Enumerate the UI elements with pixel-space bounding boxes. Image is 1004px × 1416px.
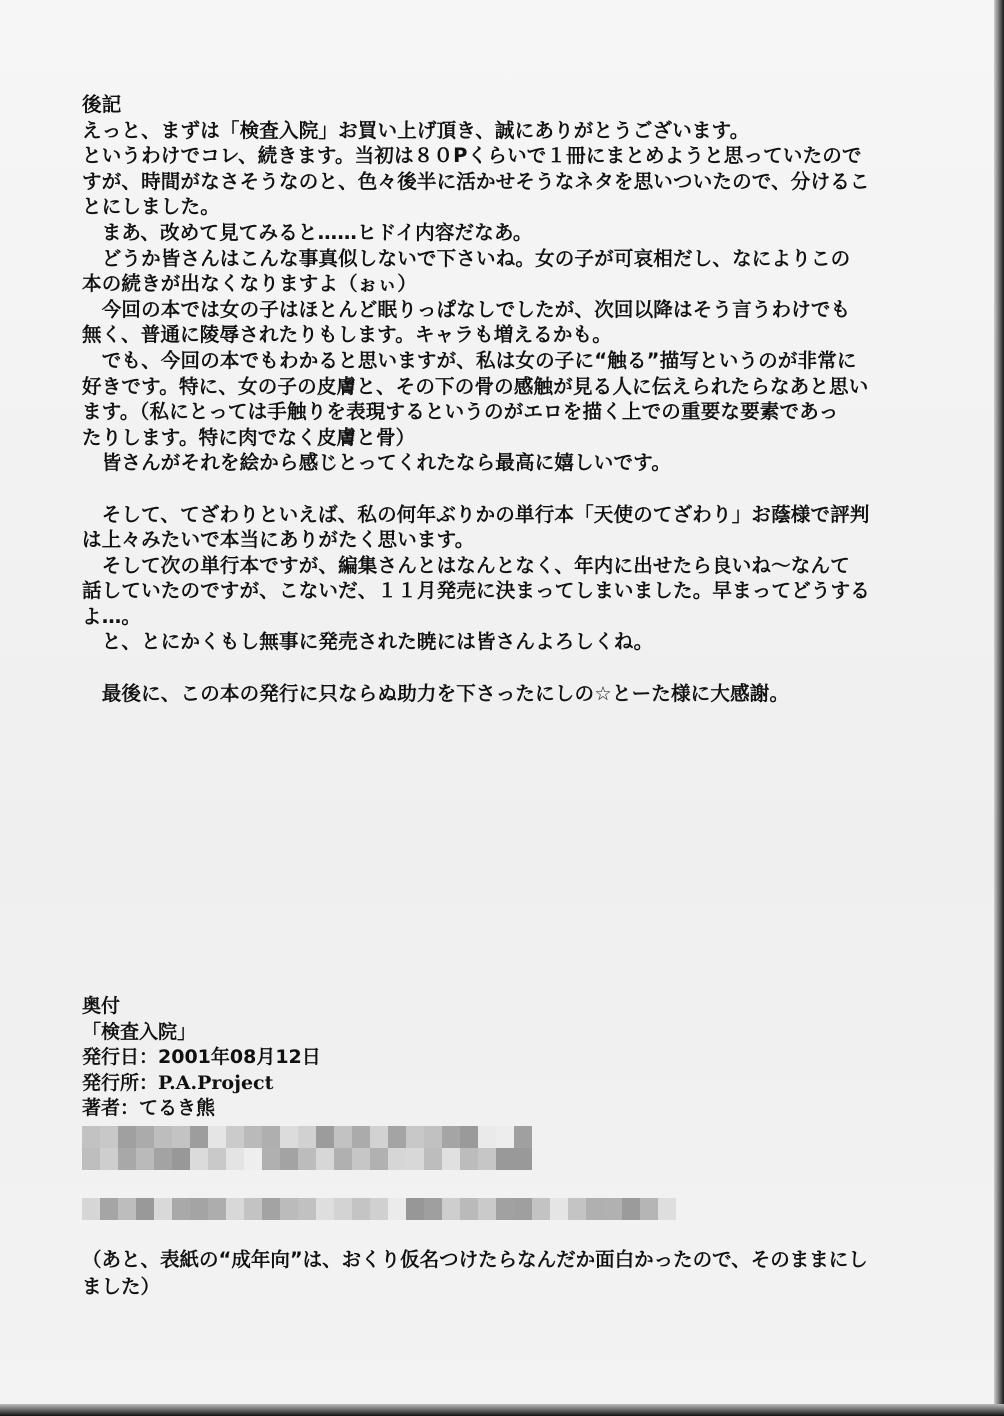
scan-edge-right [994,0,1004,1416]
mosaic-cell [496,1126,514,1148]
mosaic-cell [586,1198,604,1220]
colophon-section [82,994,922,1122]
paragraph-gap [82,655,922,681]
mosaic-cell [100,1198,118,1220]
mosaic-cell [298,1198,316,1220]
afterword-line: 話していたのですが、こないだ、１１月発売に決まってしまいました。早まってどうする [82,579,871,603]
mosaic-cell [550,1198,568,1220]
publisher-name: P.A.Project [158,1071,274,1094]
afterword-line: そして次の単行本ですが、編集さんとはなんとなく、年内に出せたら良いね～なんて [82,553,850,577]
publisher-line [82,1071,922,1097]
afterword-line: すが、時間がなさそうなのと、色々後半に活かせそうなネタを思いついたので、分けるこ [82,169,870,193]
afterword-line: 今回の本では女の子はほとんど眠りっぱなしでしたが、次回以降はそう言うわけでも [82,297,851,321]
afterword-line: 最後に、この本の発行に只ならぬ助力を下さったにしの☆とーた様に大感謝。 [82,681,790,705]
mosaic-cell [190,1148,208,1170]
mosaic-cell [460,1126,478,1148]
afterword-line: は上々みたいで本当にありがたく思います。 [82,528,475,552]
mosaic-cell [388,1126,406,1148]
mosaic-cell [172,1148,190,1170]
mosaic-cell [262,1148,280,1170]
mosaic-cell [316,1198,334,1220]
mosaic-cell [370,1126,388,1148]
mosaic-cell [190,1198,208,1220]
afterword-line: そして、てざわりといえば、私の何年ぶりかの単行本「天使のてざわり」お蔭様で評判 [82,502,870,526]
mosaic-cell [280,1198,298,1220]
mosaic-cell [370,1198,388,1220]
afterword-heading: 後記 [82,93,122,116]
mosaic-cell [316,1126,334,1148]
closing-note-line: ました） [82,1275,161,1298]
afterword-line: 皆さんがそれを絵から感じとってくれたなら最高に嬉しいです。 [82,451,672,475]
afterword-line: ます。（私にとっては手触りを表現するというのがエロを描く上での重要な要素であっ [82,400,839,424]
mosaic-cell [154,1148,172,1170]
mosaic-cell [514,1148,532,1170]
mosaic-cell [388,1148,406,1170]
afterword-line: まあ、改めて見てみると……ヒドイ内容だなあ。 [82,220,533,244]
mosaic-cell [334,1148,352,1170]
mosaic-cell [514,1126,532,1148]
redacted-contact-mosaic [82,1126,532,1148]
mosaic-cell [370,1148,388,1170]
mosaic-cell [658,1198,676,1220]
mosaic-cell [118,1148,136,1170]
mosaic-cell [190,1126,208,1148]
mosaic-cell [136,1198,154,1220]
mosaic-cell [118,1198,136,1220]
afterword-line: よ…。 [82,604,142,628]
mosaic-cell [172,1126,190,1148]
mosaic-cell [352,1126,370,1148]
mosaic-cell [262,1198,280,1220]
mosaic-cell [496,1198,514,1220]
mosaic-cell [640,1198,658,1220]
scan-edge-bottom [0,1404,1004,1416]
mosaic-cell [334,1198,352,1220]
publisher-label: 発行所： [82,1071,159,1094]
afterword-line: たりします。特に肉でなく皮膚と骨） [82,425,416,449]
mosaic-cell [406,1198,424,1220]
afterword-section [82,92,922,706]
mosaic-cell [568,1198,586,1220]
mosaic-cell [352,1148,370,1170]
mosaic-cell [244,1198,262,1220]
mosaic-cell [280,1148,298,1170]
afterword-line: というわけでコレ、続きます。当初は８０Pくらいで１冊にまとめようと思っていたので [82,144,862,168]
mosaic-cell [460,1148,478,1170]
mosaic-cell [208,1126,226,1148]
afterword-line: どうか皆さんはこんな事真似しないで下さいね。女の子が可哀相だし、なによりこの [82,246,851,270]
mosaic-cell [226,1198,244,1220]
mosaic-cell [460,1198,478,1220]
afterword-line: 本の続きが出なくなりますよ（ぉぃ） [82,272,417,296]
mosaic-cell [262,1126,280,1148]
mosaic-cell [442,1198,460,1220]
mosaic-cell [136,1126,154,1148]
mosaic-cell [424,1126,442,1148]
mosaic-cell [154,1198,172,1220]
mosaic-cell [118,1126,136,1148]
mosaic-cell [244,1126,262,1148]
mosaic-cell [406,1126,424,1148]
mosaic-cell [406,1148,424,1170]
closing-note-line: （あと、表紙の“成年向”は、おくり仮名つけたらなんだか面白かったので、そのままにし [82,1248,868,1271]
mosaic-cell [244,1148,262,1170]
mosaic-cell [334,1126,352,1148]
mosaic-cell [298,1148,316,1170]
afterword-line: 好きです。特に、女の子の皮膚と、その下の骨の感触が見る人に伝えられたらなあと思い [82,374,869,398]
afterword-line: とにしました。 [82,195,220,219]
afterword-line: 無く、普通に陵辱されたりもします。キャラも増えるかも。 [82,323,612,347]
mosaic-cell [478,1126,496,1148]
mosaic-cell [622,1198,640,1220]
mosaic-cell [82,1148,100,1170]
afterword-line: でも、今回の本でもわかると思いますが、私は女の子に“触る”描写というのが非常に [82,348,857,372]
author-line: 著者：てるき熊 [82,1097,216,1120]
mosaic-cell [208,1198,226,1220]
mosaic-cell [532,1198,550,1220]
afterword-line: と、とにかくもし無事に発売された暁には皆さんよろしくね。 [82,630,654,654]
closing-note [82,1246,942,1300]
mosaic-cell [172,1198,190,1220]
mosaic-cell [298,1126,316,1148]
mosaic-cell [442,1148,460,1170]
mosaic-cell [388,1198,406,1220]
redacted-contact-mosaic [82,1148,532,1170]
colophon-heading: 奥付 [82,995,121,1017]
mosaic-cell [100,1126,118,1148]
mosaic-cell [442,1126,460,1148]
mosaic-cell [316,1148,334,1170]
mosaic-cell [478,1148,496,1170]
mosaic-cell [604,1198,622,1220]
redacted-url-mosaic [82,1198,676,1220]
mosaic-cell [226,1126,244,1148]
mosaic-cell [496,1148,514,1170]
mosaic-cell [478,1198,496,1220]
mosaic-cell [424,1198,442,1220]
mosaic-cell [424,1148,442,1170]
book-title: 「検査入院」 [82,1020,197,1043]
mosaic-cell [226,1148,244,1170]
mosaic-cell [154,1126,172,1148]
paragraph-gap [82,476,922,502]
mosaic-cell [100,1148,118,1170]
mosaic-cell [352,1198,370,1220]
publication-date: 発行日：2001年08月12日 [82,1046,321,1069]
mosaic-cell [514,1198,532,1220]
mosaic-cell [280,1126,298,1148]
mosaic-cell [82,1126,100,1148]
mosaic-cell [82,1198,100,1220]
afterword-body [82,118,922,707]
mosaic-cell [208,1148,226,1170]
mosaic-cell [136,1148,154,1170]
afterword-line: えっと、まずは「検査入院」お買い上げ頂き、誠にありがとうございます。 [82,118,750,142]
